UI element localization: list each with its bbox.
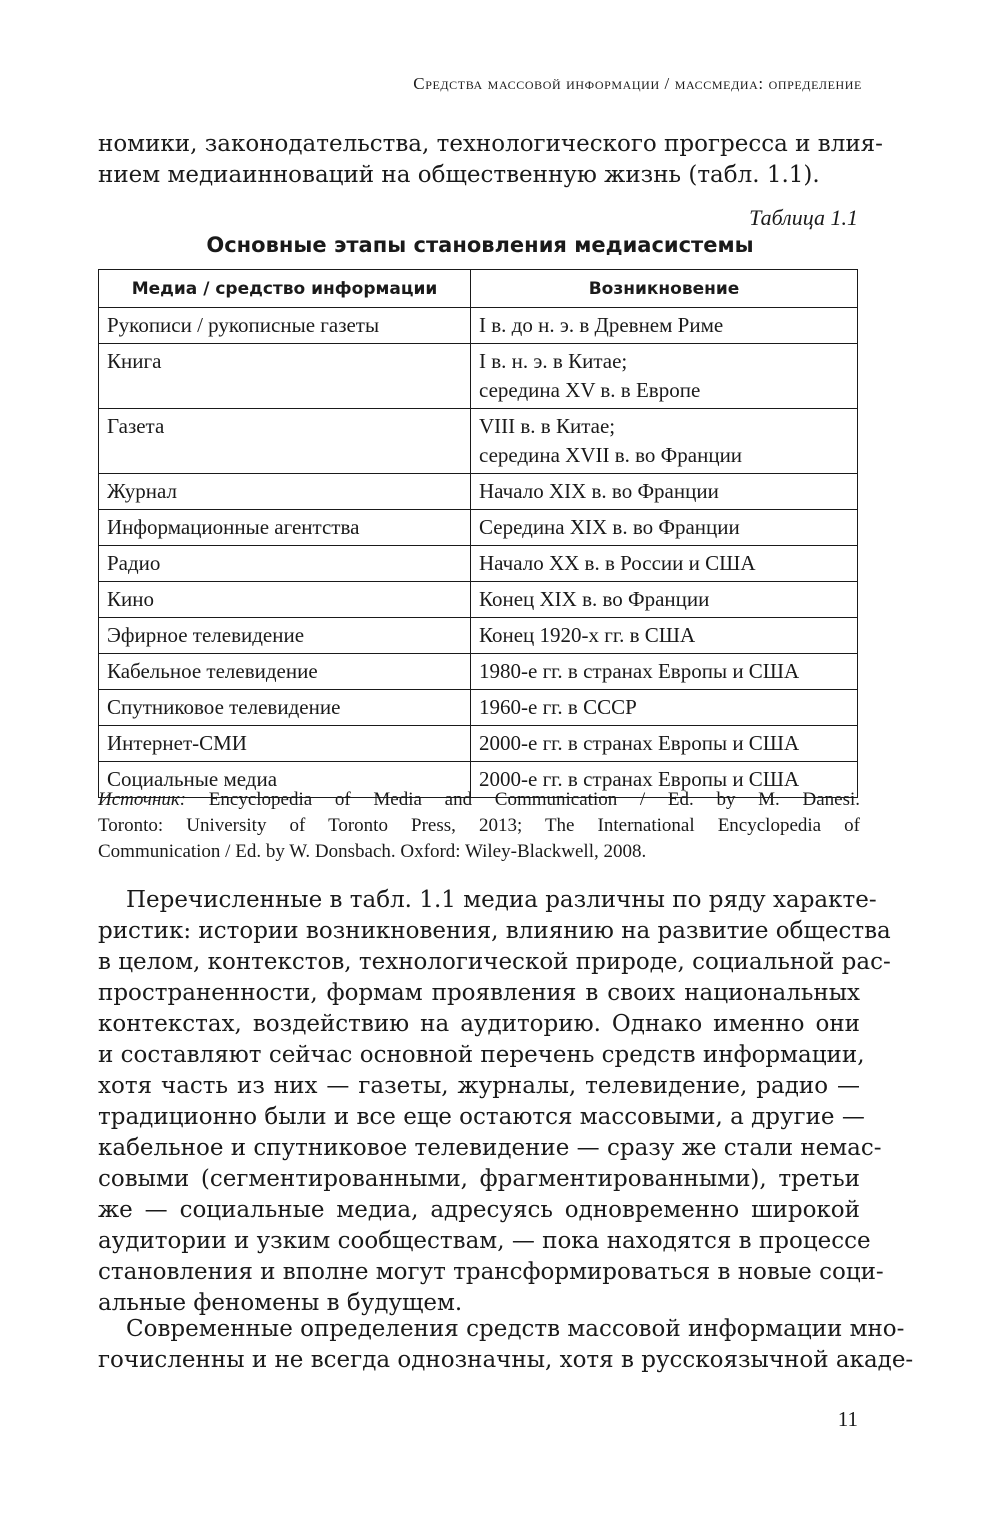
origin-cell [471, 344, 858, 409]
source-label: Источник: [98, 789, 187, 810]
intro-paragraph [98, 129, 883, 191]
origin-cell [471, 546, 858, 582]
origin-cell [471, 654, 858, 690]
text-line: пространенности, формам проявления в своих национальных [98, 980, 860, 1006]
origin-line: Середина XIX в. во Франции [479, 515, 740, 539]
table-row [99, 474, 858, 510]
running-header: Средства массовой информации / массмедиа: определение [413, 74, 862, 93]
media-cell: Эфирное телевидение [99, 618, 471, 654]
origin-line: Начало XIX в. во Франции [479, 479, 719, 503]
text-line: ристик: истории возникновения, влиянию на развитие общества [98, 918, 891, 944]
source-line [98, 787, 860, 813]
page-number: 11 [837, 1407, 858, 1431]
origin-cell [471, 409, 858, 474]
origin-cell [471, 582, 858, 618]
origin-cell [471, 690, 858, 726]
origin-cell [471, 726, 858, 762]
table-row [99, 690, 858, 726]
text-line: гочисленны и не всегда однозначны, хотя в русскоязычной акаде- [98, 1347, 914, 1373]
table-row [99, 546, 858, 582]
table-row [99, 510, 858, 546]
text-line: Современные определения средств массовой информации мно- [126, 1316, 905, 1342]
text-line: становления и вполне могут трансформироваться в новые соци- [98, 1259, 884, 1285]
origin-cell [471, 474, 858, 510]
table-row [99, 582, 858, 618]
text-line: и составляют сейчас основной перечень средств информации, [98, 1042, 865, 1068]
origin-line: 1960-е гг. в СССР [479, 695, 637, 719]
media-cell: Газета [99, 409, 471, 474]
media-cell: Информационные агентства [99, 510, 471, 546]
table-row [99, 618, 858, 654]
source-text: Encyclopedia of Media and Communication / Ed. by M. Danesi. [208, 789, 861, 810]
text-line: же — социальные медиа, адресуясь одновременно широкой [98, 1197, 860, 1223]
text-line: номики, законодательства, технологического прогресса и влия- [98, 131, 883, 157]
body-paragraph-2 [98, 1314, 914, 1376]
origin-line: середина XV в. в Европе [479, 378, 701, 402]
table-title: Основные этапы становления медиасистемы [206, 233, 754, 257]
text-line: кабельное и спутниковое телевидение — сразу же стали немас- [98, 1135, 882, 1161]
column-header-origin: Возникновение [471, 270, 858, 308]
origin-cell [471, 308, 858, 344]
text-line: традиционно были и все еще остаются массовыми, а другие — [98, 1104, 865, 1130]
column-header-media: Медиа / средство информации [99, 270, 471, 308]
text-line: совыми (сегментированными, фрагментированными), третьи [98, 1166, 860, 1192]
origin-line: Конец XIX в. во Франции [479, 587, 710, 611]
media-cell: Кино [99, 582, 471, 618]
text-line: нием медиаинноваций на общественную жизнь (табл. 1.1). [98, 162, 820, 188]
media-cell: Интернет-СМИ [99, 726, 471, 762]
origin-line: середина XVII в. во Франции [479, 443, 743, 467]
origin-line: 2000-е гг. в странах Европы и США [479, 767, 800, 791]
media-cell: Рукописи / рукописные газеты [99, 308, 471, 344]
origin-line: I в. н. э. в Китае; [479, 349, 628, 373]
table-row [99, 344, 858, 409]
table-number: Таблица 1.1 [749, 205, 858, 230]
origin-line: I в. до н. э. в Древнем Риме [479, 313, 724, 337]
origin-line: 1980-е гг. в странах Европы и США [479, 659, 800, 683]
text-line: контекстах, воздействию на аудиторию. Однако именно они [98, 1011, 860, 1037]
table-row [99, 654, 858, 690]
table-source-note [98, 787, 860, 865]
origin-line: VIII в. в Китае; [479, 414, 616, 438]
source-line: Toronto: University of Toronto Press, 2013; The International Encyclopedia of [98, 815, 860, 836]
origin-line: Конец 1920-х гг. в США [479, 623, 696, 647]
text-line: Перечисленные в табл. 1.1 медиа различны по ряду характе- [126, 887, 877, 913]
table-row [99, 308, 858, 344]
media-cell: Книга [99, 344, 471, 409]
origin-line: 2000-е гг. в странах Европы и США [479, 731, 800, 755]
text-line: в целом, контекстов, технологической природе, социальной рас- [98, 949, 891, 975]
origin-cell [471, 618, 858, 654]
source-line: Communication / Ed. by W. Donsbach. Oxford: Wiley-Blackwell, 2008. [98, 841, 647, 862]
table-header-row [99, 270, 858, 308]
media-history-table [98, 269, 858, 798]
origin-line: Начало XX в. в России и США [479, 551, 756, 575]
media-cell: Социальные медиа [99, 762, 471, 798]
text-line: альные феномены в будущем. [98, 1290, 463, 1316]
media-cell: Спутниковое телевидение [99, 690, 471, 726]
origin-cell [471, 510, 858, 546]
body-paragraph-1 [98, 885, 891, 1319]
media-cell: Кабельное телевидение [99, 654, 471, 690]
text-line: хотя часть из них — газеты, журналы, телевидение, радио — [98, 1073, 860, 1099]
media-cell: Журнал [99, 474, 471, 510]
text-line: аудитории и узким сообществам, — пока находятся в процессе [98, 1228, 871, 1254]
table-row [99, 726, 858, 762]
media-cell: Радио [99, 546, 471, 582]
table-row [99, 409, 858, 474]
